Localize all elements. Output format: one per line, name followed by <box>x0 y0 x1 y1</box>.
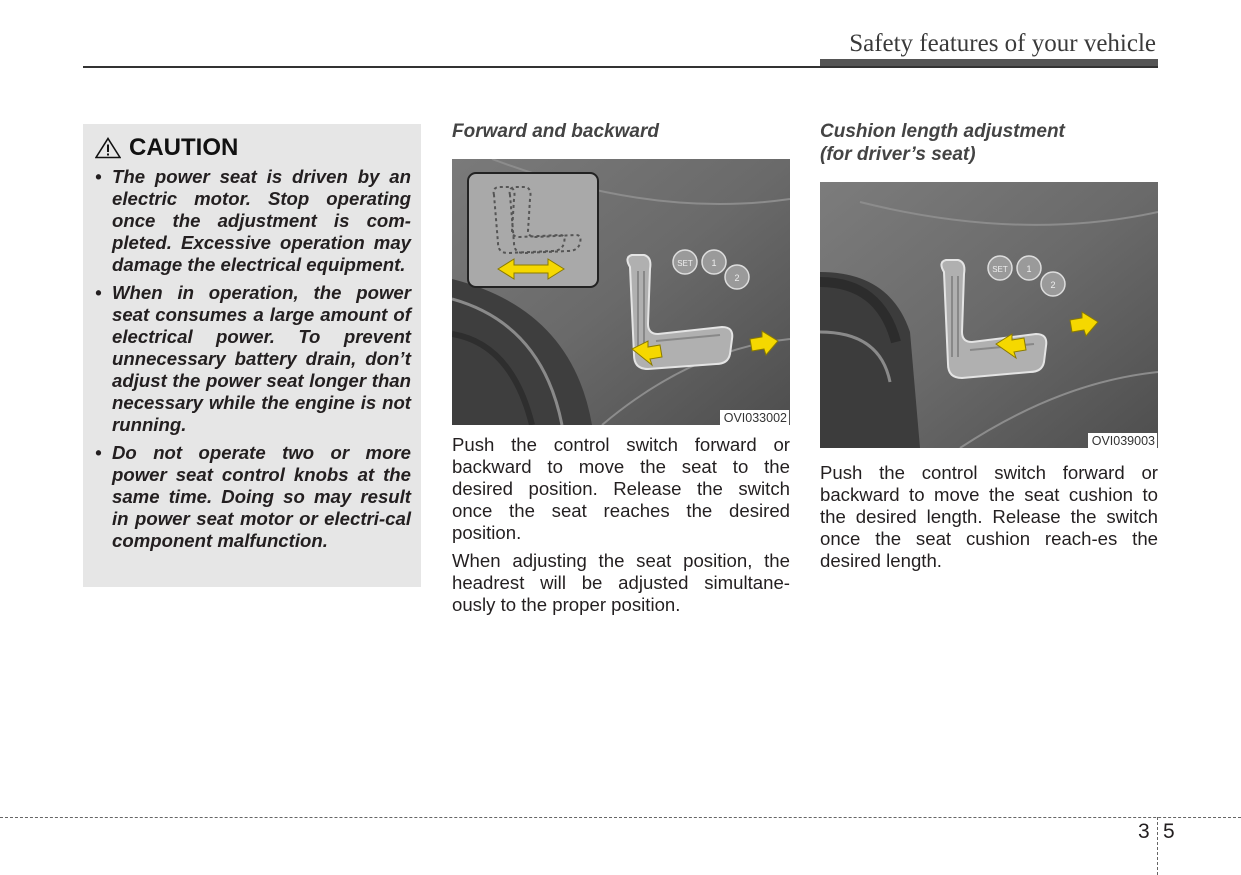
figure-code: OVI039003 <box>1088 433 1158 448</box>
seat-switch-figure <box>452 159 790 425</box>
seat-switch-illustration <box>452 159 790 425</box>
footer-divider <box>1157 817 1158 875</box>
header-rule <box>83 66 1158 68</box>
caution-header <box>95 134 238 162</box>
section-subheading: (for driver’s seat) <box>820 144 976 165</box>
section-heading: Forward and backward <box>452 121 659 142</box>
svg-text:2: 2 <box>734 273 740 283</box>
svg-text:1: 1 <box>711 258 717 268</box>
section-heading: Cushion length adjustment <box>820 121 1065 142</box>
cushion-switch-figure <box>820 182 1158 448</box>
forward-backward-section <box>452 120 790 622</box>
warning-triangle-icon <box>95 137 121 159</box>
caution-box <box>83 124 421 587</box>
body-paragraph: When adjusting the seat position, the headrest will be adjusted simultane-ously to the proper position. <box>452 550 790 615</box>
svg-text:SET: SET <box>677 259 693 268</box>
svg-text:1: 1 <box>1026 264 1032 274</box>
chapter-number: 3 <box>1138 820 1150 843</box>
svg-text:2: 2 <box>1050 280 1056 290</box>
caution-title: CAUTION <box>129 134 239 161</box>
caution-item: • When in operation, the power seat consumes a large amount of electrical power. To prevent unnecessary battery drain, don’t adjust the power seat longer than necessary while the engine is not running. <box>95 282 411 435</box>
page-number: 5 <box>1163 820 1175 843</box>
body-paragraph: Push the control switch forward or backward to move the seat cushion to the desired length. Release the switch once the seat cushion reach-es the desired length. <box>820 462 1158 571</box>
figure-code: OVI033002 <box>720 410 790 425</box>
caution-list <box>93 166 411 558</box>
footer-rule <box>0 817 1241 818</box>
cushion-length-section <box>820 120 1158 578</box>
section-title: Safety features of your vehicle <box>849 30 1156 57</box>
body-paragraph: Push the control switch forward or backward to move the seat to the desired position. Release the switch once the seat reaches the desired position. <box>452 434 790 543</box>
caution-item: • The power seat is driven by an electric motor. Stop operating once the adjustment is com-pleted. Excessive operation may damage the electrical equipment. <box>95 166 411 275</box>
caution-item: • Do not operate two or more power seat control knobs at the same time. Doing so may result in power seat motor or electri-cal component malfunction. <box>95 442 411 551</box>
cushion-switch-illustration <box>820 182 1158 448</box>
svg-text:SET: SET <box>992 265 1008 274</box>
